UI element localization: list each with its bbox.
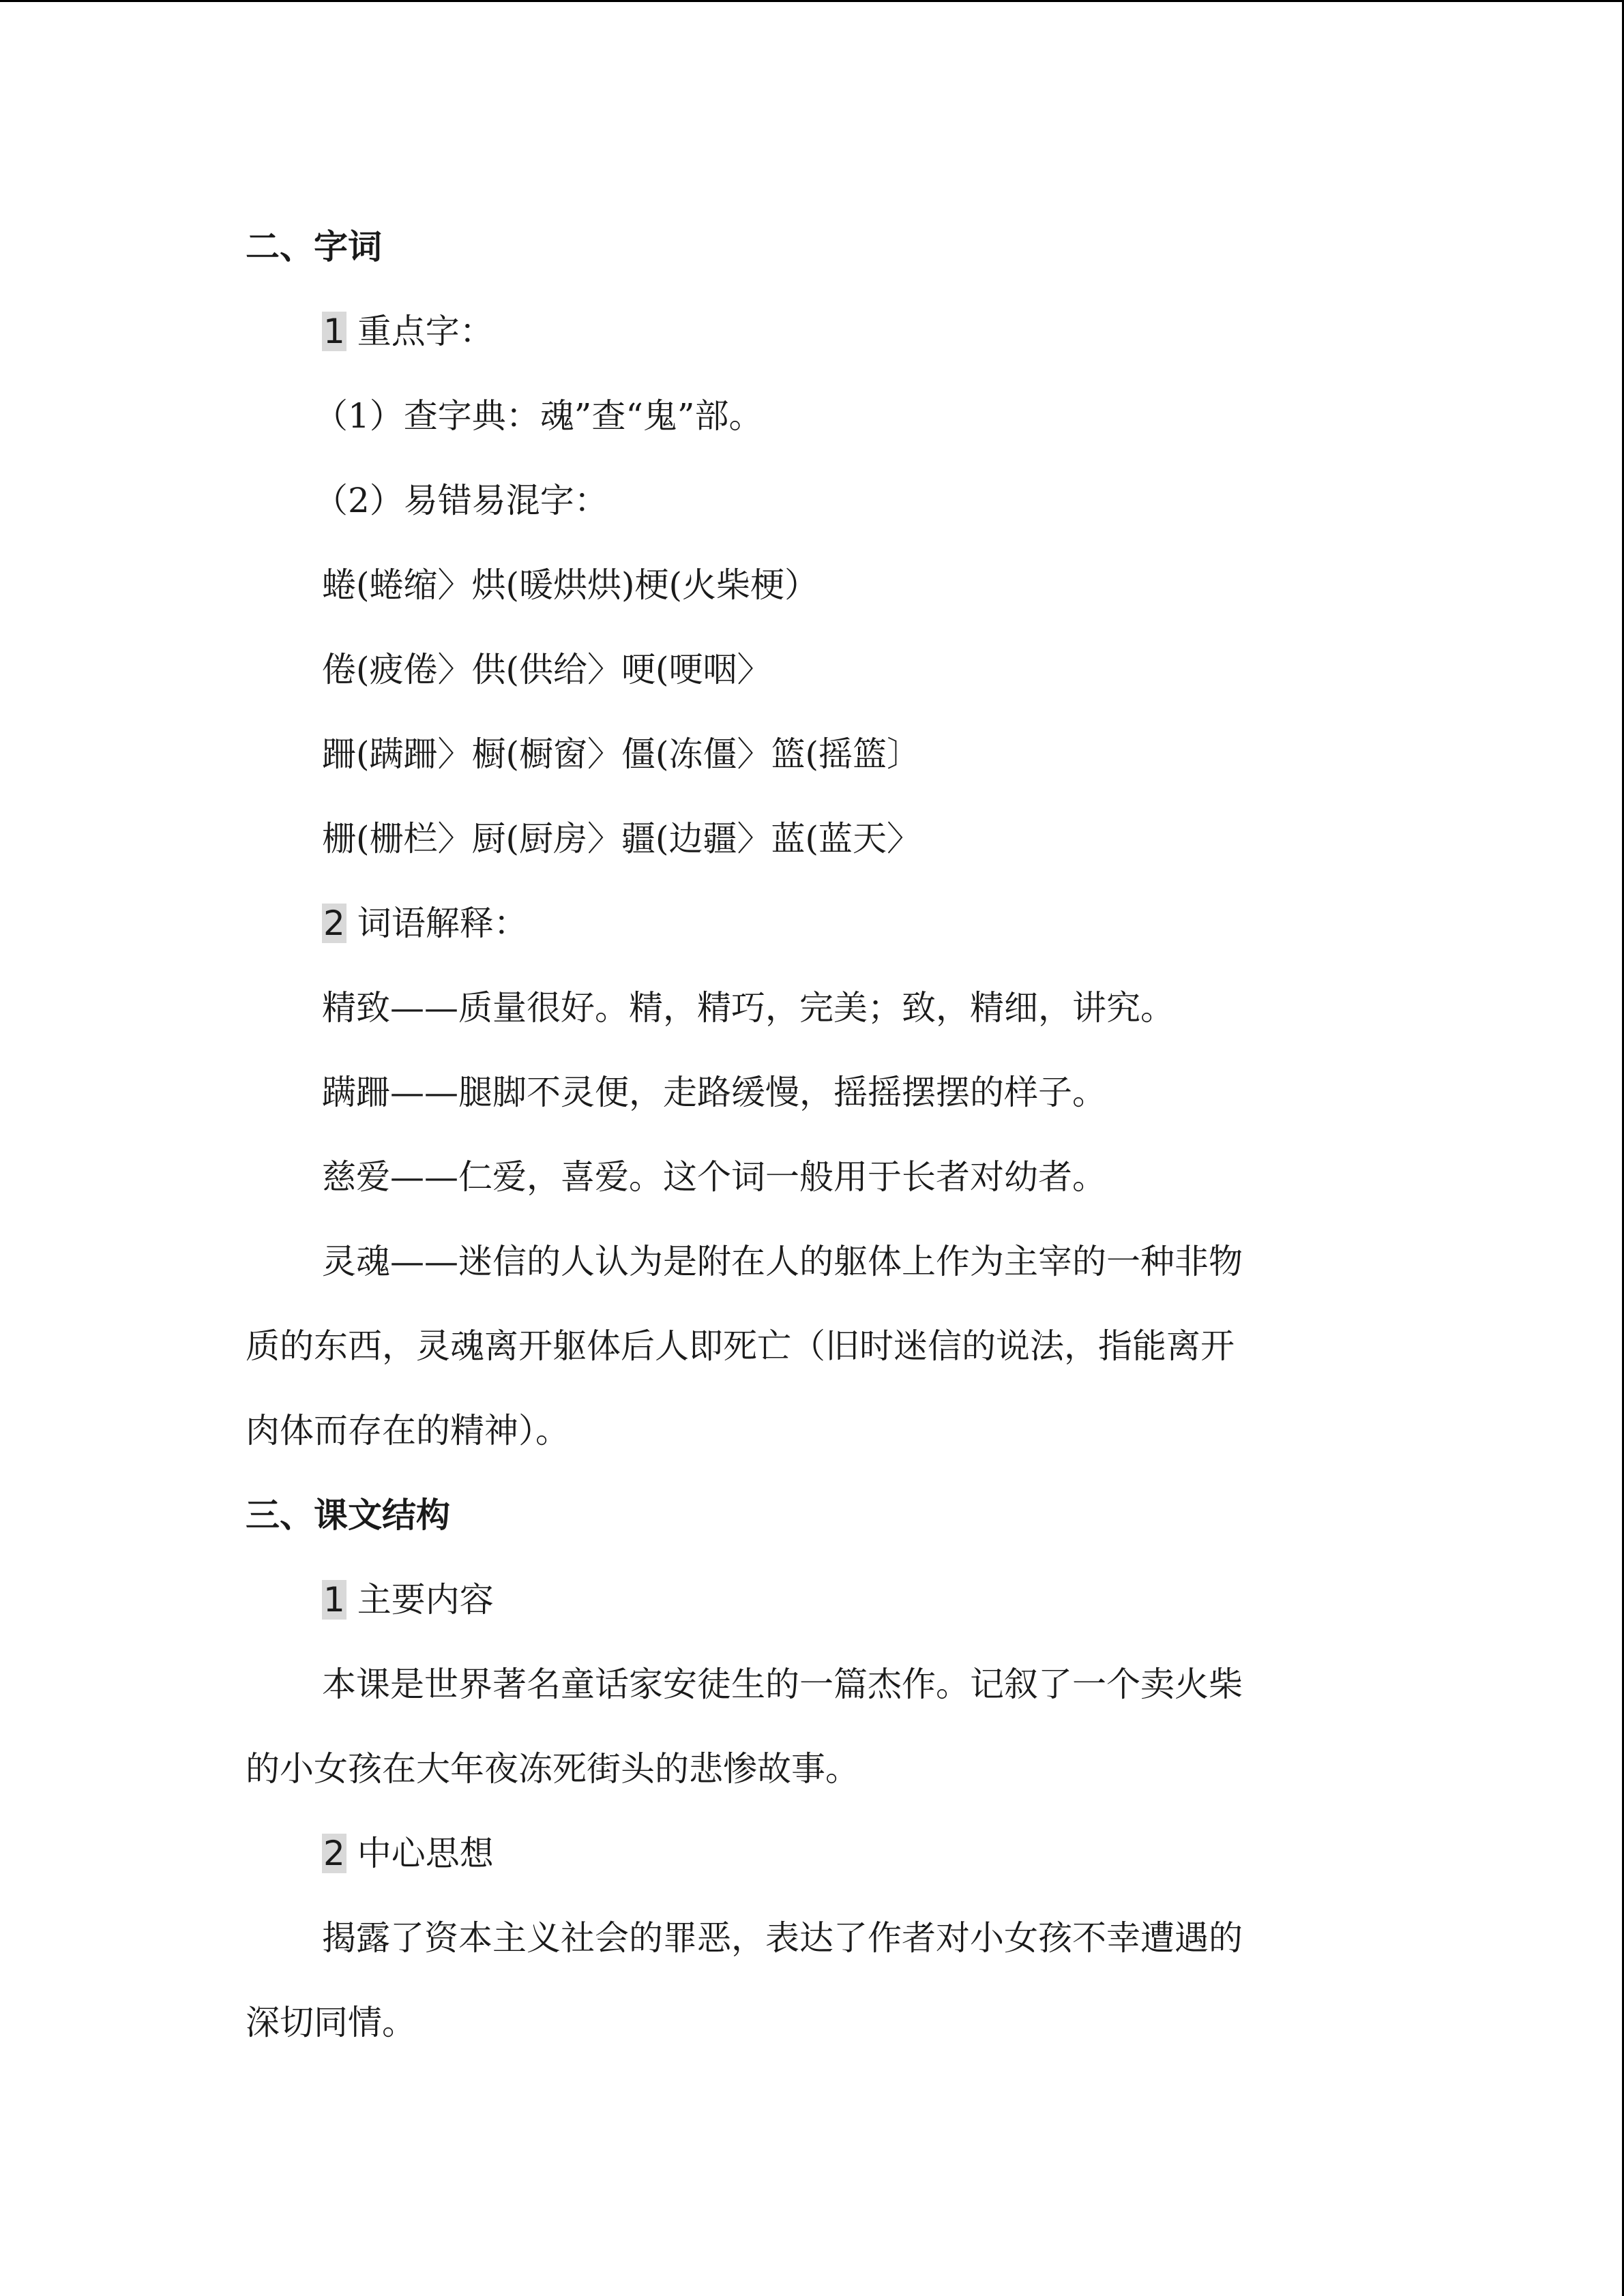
sub-item-confusable: （2）易错易混字： [314,481,608,520]
sub-item-dictionary: （1）查字典：魂”查“鬼”部。 [314,396,763,436]
item-word-definitions [246,881,1364,966]
document-body [246,205,1364,2065]
char-row: 蜷(蜷缩〉烘(暖烘烘)梗(火柴梗） [322,565,819,605]
paragraph-line: 本课是世界著名童话家安徒生的一篇杰作。记叙了一个卖火柴 [322,1665,1243,1704]
item-central-idea [246,1811,1364,1896]
paragraph-line: 的小女孩在大年夜冻死街头的悲惨故事。 [246,1749,859,1789]
definition-line: 精致——质量很好。精，精巧，完美；致，精细，讲究。 [322,988,1175,1028]
definition-soul-line: 灵魂——迷信的人认为是附在人的躯体上作为主宰的一种非物 [322,1242,1243,1281]
item-number: 2 [323,1834,345,1873]
item-label: 主要内容 [357,1580,494,1620]
item-number: 2 [323,904,345,943]
char-row: 跚(蹒跚〉橱(橱窗〉僵(冻僵〉篮(摇篮〕 [322,734,921,774]
item-number: 1 [323,312,345,351]
section-heading-words: 二、字词 [246,227,382,267]
item-key-characters [246,289,1364,374]
item-label: 重点字： [357,312,494,351]
char-row: 栅(栅栏〉厨(厨房〉疆(边疆〉蓝(蓝天〉 [322,819,921,859]
paragraph-line: 揭露了资本主义社会的罪恶，表达了作者对小女孩不幸遭遇的 [322,1918,1243,1958]
char-row: 倦(疲倦〉供(供给〉哽(哽咽〉 [322,650,771,689]
definition-soul-line: 肉体而存在的精神）。 [246,1411,570,1450]
item-label: 中心思想 [357,1834,494,1873]
definition-line: 慈爱——仁爱，喜爱。这个词一般用于长者对幼者。 [322,1157,1106,1197]
paragraph-line: 深切同情。 [246,2003,416,2042]
section-heading-structure: 三、课文结构 [246,1495,450,1535]
definition-soul-line: 质的东西，灵魂离开躯体后人即死亡（旧时迷信的说法，指能离开 [246,1326,1235,1366]
item-number: 1 [323,1580,345,1620]
item-main-content [246,1557,1364,1642]
definition-line: 蹒跚——腿脚不灵便，走路缓慢，摇摇摆摆的样子。 [322,1073,1106,1112]
item-label: 词语解释： [357,904,528,943]
